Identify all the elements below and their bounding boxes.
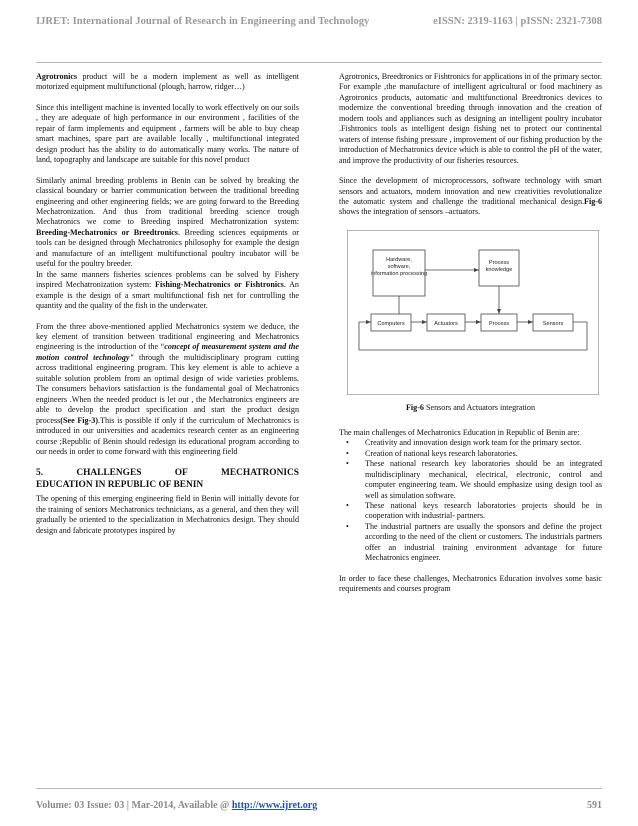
paragraph-text: .This is possible if only if the curriculum of Mechatronics is introduced in our universities and academics research center as an engineering course ;Republic of Benin should redesign its educational program according to our needs in order to come forward with this engineering field <box>36 415 299 456</box>
paragraph-main-challenges: The main challenges of Mechatronics Education in Republic of Benin are: <box>339 427 580 437</box>
caption-label: Fig-6 <box>405 403 424 413</box>
footer-rule <box>36 788 602 789</box>
paragraph-requirements: In order to face these challenges, Mechatronics Education involves some basic requirements and courses program <box>339 573 602 594</box>
footer-text: Volume: 03 Issue: 03 | Mar-2014, Available @ <box>36 800 232 811</box>
list-item-text: Creativity and innovation design work team for the primary sector. <box>365 438 582 448</box>
paragraph-opening: The opening of this emerging engineering field in Benin will initially devote for the training of seniors Mechatronics technicians, as a general, and then they will gradually be oriented to the specialization in Mechatronics design. They should design and fabricate prototypes inspired by <box>36 494 299 535</box>
section-word: OF <box>174 468 188 479</box>
journal-link[interactable]: http://www.ijret.org <box>231 800 318 811</box>
sensors-label: Sensors <box>542 320 564 327</box>
process-knowledge-label-1: Process <box>488 259 510 266</box>
computers-label: Computers <box>377 320 405 327</box>
paragraph-key-element <box>36 322 299 458</box>
left-column <box>36 72 299 546</box>
process-knowledge-label-2: knowledge <box>485 266 513 273</box>
header-rule <box>36 62 602 63</box>
list-item <box>346 448 602 459</box>
list-item-text: The industrial partners are usually the sponsors and define the project according to the need of the client or customers. The industrials partners offer an industrial training environment advantage for future Mechatronics engineer. <box>365 521 602 563</box>
paragraph-text: In the same manners fisheries sciences problems can be solved by Fishery inspired Mechatronization system: <box>36 269 299 290</box>
list-item-text: Creation of national keys research laboratories. <box>365 448 518 458</box>
right-column <box>339 72 602 605</box>
figure-reference: Fig-6 <box>584 196 602 206</box>
section-word: MECHATRONICS <box>221 468 299 479</box>
paragraph-microprocessors <box>339 176 602 218</box>
concept-emphasis: concept of measurement system and the motion control technology" <box>36 342 299 362</box>
figure-frame <box>347 230 599 395</box>
page-footer <box>36 800 602 814</box>
term-breedtronics: Breeding-Mechatronics or Breedtronics <box>36 227 178 237</box>
page-number: 591 <box>587 800 602 811</box>
section-heading-line2: EDUCATION IN REPUBLIC OF BENIN <box>36 480 204 491</box>
list-item-text: These national research key laboratories should be an integrated multidisciplinary mechanical, electrical, electronic, control and computer engineering team. We should emphasize using design tool as well as simulation software. <box>365 459 602 500</box>
caption-text: Sensors and Actuators integration <box>423 403 536 413</box>
figure-reference: (See Fig-3) <box>60 415 99 425</box>
sensors-actuators-diagram <box>347 230 599 395</box>
issn-info: eISSN: 2319-1163 | pISSN: 2321-7308 <box>433 16 602 27</box>
bullet-icon: • <box>346 459 349 469</box>
list-item-text: These national keys research laboratories projects should be in cooperation with industrial- partners. <box>365 500 602 521</box>
list-item <box>346 459 602 501</box>
list-item <box>346 521 602 564</box>
bullet-icon: • <box>346 500 349 510</box>
paragraph-text: through the multidisciplinary program cutting across traditional engineering program. This key element is able to achieve a suitable solution problem from an optimal design of wide varieties problems. The consumers behaviors satisfaction is the fundamental goal of Mechatronics engineers .When the needed product is let out , the Mechatronics engineers are able to develop the product specification and start the product design process <box>36 352 300 425</box>
paragraph-text: Since the development of microprocessors, software technology with smart sensors and actuators, modern innovation and new creativities revolutionalize the automatic system and challenge the traditional mechanical design. <box>339 176 602 206</box>
bullet-icon: • <box>346 448 349 458</box>
paragraph-fisheries <box>36 270 299 312</box>
bullet-icon: • <box>346 521 349 531</box>
list-item <box>346 500 602 522</box>
paragraph-text: . An example is the design of a smart multifunctional fish net for controlling the quantity and the quality of the fish in the underwater. <box>36 280 299 311</box>
paragraph-text: From the three above-mentioned applied Mechatronics system we deduce, the key element of transition between traditional engineering and Mechatronics engineering is the introduction of the “ <box>36 321 299 352</box>
term-agrotronics: Agrotronics <box>36 72 78 81</box>
bullet-icon: • <box>346 438 349 448</box>
challenges-list <box>339 438 602 563</box>
section-number: 5. <box>36 468 44 479</box>
paragraph-text: . Breeding sciences equipments or tools can be designed through Mechatronics philosophy for example the design and manufacture of an intelligent multifunctional poultry incubator will be useful for the poultry breeder. <box>36 227 299 269</box>
paragraph-text: Similarly animal breeding problems in Benin can be solved by breaking the classical boundary or barrier communication between the traditional breeding engineering and other engineering fields; we are going forward to the Breeding Mechatronization. And thus from traditional breeding science trough Mechatronics we come to Breeding inspired Mechatronization system: <box>36 175 299 227</box>
paragraph-agrotronics <box>36 72 299 93</box>
paragraph-applications: Agrotronics, Breedtronics or Fishtronics for applications in of the primary sector. For example ,the manufacture of intelligent agricultural or food machinery as Agrotronics products, automatic and multifunctional Breedtronics devices to modernize the conventional breeding through innovation and the creation of modern tools and appliances such as designing an intelligent poultry incubator .Fishtronics tools as intelligent design fishing net to protect our continental waters of intense fishing pressure , improvement of our fishing production by the introduction of Mechatronics device which is able to control the pH of the water, and improve the productivity of our fisheries resources. <box>339 72 602 165</box>
paragraph-breeding <box>36 176 299 270</box>
footer-volume <box>36 800 317 811</box>
journal-title: IJRET: International Journal of Research in Engineering and Technology <box>36 16 370 27</box>
process-label: Process <box>488 320 510 327</box>
actuators-label: Actuators <box>434 320 458 327</box>
section-heading <box>36 467 299 491</box>
figure-caption <box>339 403 602 413</box>
paragraph-text: shows the integration of sensors –actuators. <box>339 207 481 217</box>
hardware-label-3: information processing <box>370 270 428 277</box>
list-item <box>346 438 602 448</box>
term-fishtronics: Fishing-Mechatronics or Fishtronics <box>155 280 284 290</box>
page-header <box>36 16 602 44</box>
paragraph-text: product will be a modern implement as well as intelligent motorized equipment multifunctional (plough, harrow, ridger…) <box>36 72 299 92</box>
paragraph-intelligent-machine: Since this intelligent machine is invented locally to work effectively on our soils , they are adequate of high performance in our environment , facilities of the repair of farm implements and equipment , farmers will be able to buy cheap smart machines, spare part are available locally , multifunctional integrated design product has the ability to do automatically many works. The nature of land, topography and landscape are suitable for this novel product <box>36 102 299 165</box>
section-word: CHALLENGES <box>76 468 142 479</box>
hardware-label-1: Hardware, <box>386 256 412 263</box>
hardware-label-2: software, <box>387 263 411 270</box>
